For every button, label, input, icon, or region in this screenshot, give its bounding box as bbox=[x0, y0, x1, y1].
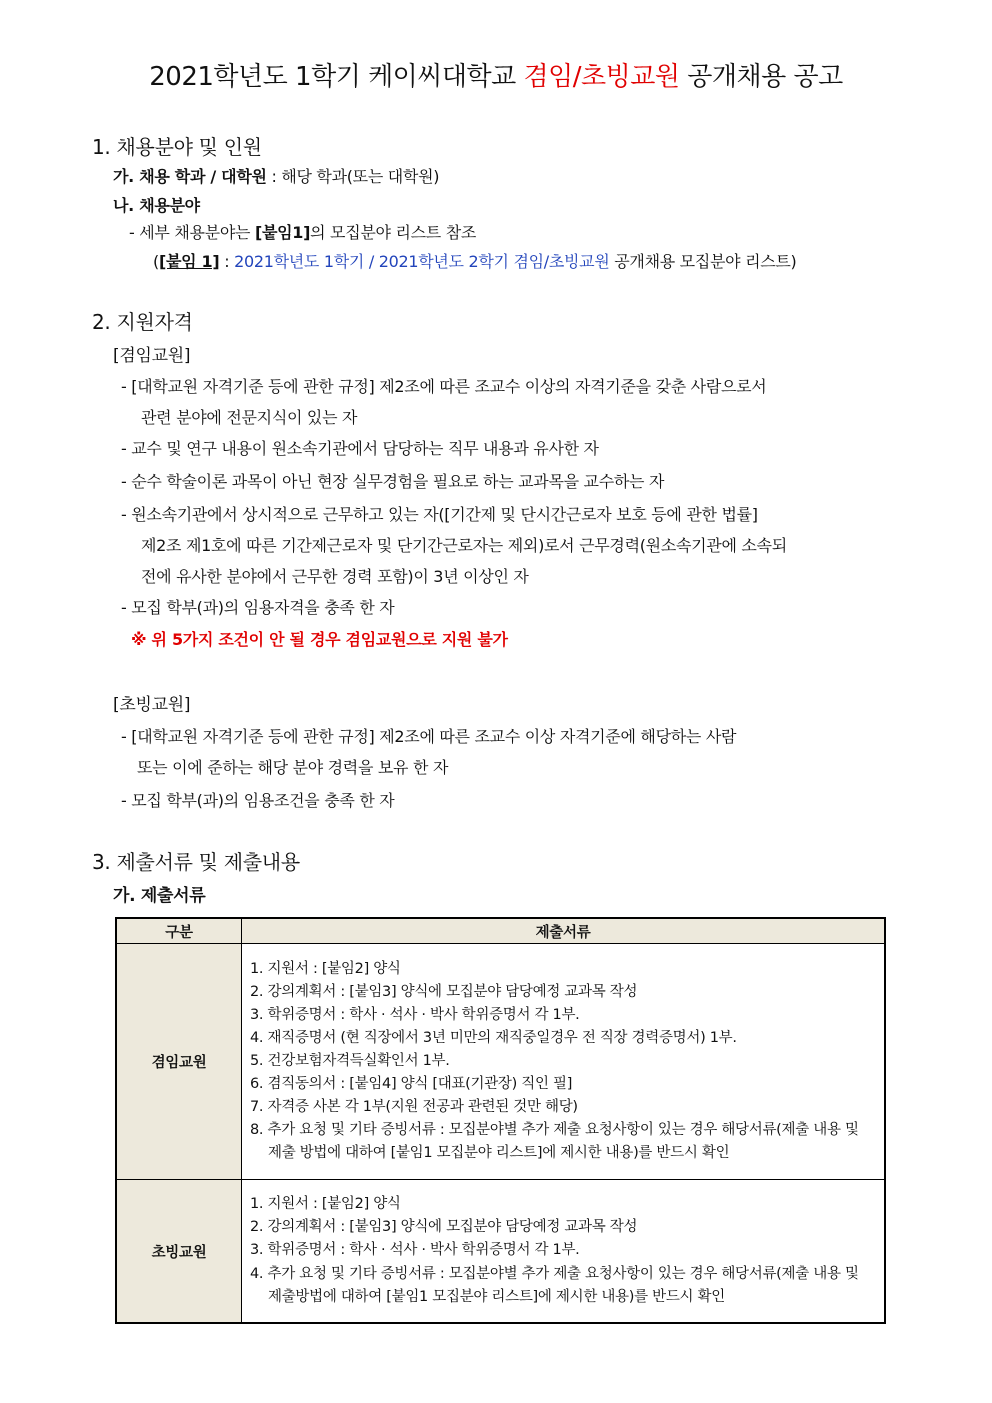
detail-prefix: - 세부 채용분야는 bbox=[129, 223, 255, 242]
attachment-line bbox=[153, 249, 797, 272]
item-a-value: : 해당 학과(또는 대학원) bbox=[266, 167, 440, 186]
adjunct-line: - 순수 학술이론 과목이 아닌 현장 실무경험을 필요로 하는 교과목을 교수하는 자 bbox=[121, 472, 665, 491]
detail-suffix: 의 모집분야 리스트 참조 bbox=[310, 223, 477, 242]
page-title bbox=[0, 56, 992, 93]
attach-open: ( bbox=[153, 252, 159, 271]
invited-heading: [초빙교원] bbox=[113, 695, 191, 715]
section1-item-a bbox=[113, 164, 439, 187]
detail-ref: [붙임1] bbox=[254, 223, 311, 242]
document-item: 3. 학위증명서 : 학사 · 석사 · 박사 학위증명서 각 1부. bbox=[250, 1242, 580, 1259]
title-prefix: 2021학년도 1학기 케이씨대학교 bbox=[149, 62, 524, 92]
attach-rest: 공개채용 모집분야 리스트) bbox=[609, 252, 797, 271]
section1-detail bbox=[129, 220, 476, 243]
adjunct-line: - 모집 학부(과)의 임용자격을 충족 한 자 bbox=[121, 598, 395, 617]
document-item: 1. 지원서 : [붙임2] 양식 bbox=[250, 1196, 401, 1213]
col-documents-header: 제출서류 bbox=[242, 918, 886, 944]
title-suffix: 공개채용 공고 bbox=[679, 62, 843, 92]
invited-line: - 모집 학부(과)의 임용조건을 충족 한 자 bbox=[121, 791, 395, 810]
invited-line: 또는 이에 준하는 해당 분야 경력을 보유 한 자 bbox=[137, 758, 449, 777]
row-category: 초빙교원 bbox=[116, 1180, 242, 1324]
section3-sub-heading: 가. 제출서류 bbox=[113, 886, 206, 906]
row-documents bbox=[242, 944, 886, 1180]
table-row bbox=[116, 1180, 885, 1324]
document-item: 7. 자격증 사본 각 1부(지원 전공과 관련된 것만 해당) bbox=[250, 1099, 578, 1116]
attach-colon: : bbox=[219, 252, 235, 271]
attach-label: [붙임 1] bbox=[158, 252, 220, 271]
adjunct-line: 전에 유사한 분야에서 근무한 경력 포함)이 3년 이상인 자 bbox=[141, 567, 529, 586]
documents-table bbox=[115, 917, 886, 1324]
section3-heading: 3. 제출서류 및 제출내용 bbox=[92, 850, 300, 874]
adjunct-line: - 원소속기관에서 상시적으로 근무하고 있는 자([기간제 및 단시간근로자 보호 등에 관한 법률] bbox=[121, 505, 758, 524]
document-item: 1. 지원서 : [붙임2] 양식 bbox=[250, 960, 401, 977]
adjunct-line: 관련 분야에 전문지식이 있는 자 bbox=[141, 408, 358, 427]
warning-note: ※ 위 5가지 조건이 안 될 경우 겸임교원으로 지원 불가 bbox=[131, 630, 508, 649]
section1-item-b: 나. 채용분야 bbox=[113, 196, 200, 215]
document-item: 2. 강의계획서 : [붙임3] 양식에 모집분야 담당예정 교과목 작성 bbox=[250, 1219, 638, 1236]
document-item: 8. 추가 요청 및 기타 증빙서류 : 모집분야별 추가 제출 요청사항이 있는 경우 해당서류(제출 내용 및 제출 방법에 대하여 [붙임1 모집분야 리스트]에 제시한 내용)를 반드시 확인 bbox=[250, 1122, 859, 1162]
section1-heading: 1. 채용분야 및 인원 bbox=[92, 135, 262, 159]
adjunct-line: - [대학교원 자격기준 등에 관한 규정] 제2조에 따른 조교수 이상의 자격기준을 갖춘 사람으로서 bbox=[121, 377, 767, 396]
attach-blue: 2021학년도 1학기 / 2021학년도 2학기 겸임/초빙교원 bbox=[234, 252, 610, 271]
adjunct-line: - 교수 및 연구 내용이 원소속기관에서 담당하는 직무 내용과 유사한 자 bbox=[121, 439, 599, 458]
col-category-header: 구분 bbox=[116, 918, 242, 944]
document-item: 5. 건강보험자격득실확인서 1부. bbox=[250, 1052, 450, 1069]
adjunct-heading: [겸임교원] bbox=[113, 346, 191, 366]
document-item: 2. 강의계획서 : [붙임3] 양식에 모집분야 담당예정 교과목 작성 bbox=[250, 983, 638, 1000]
section2-heading: 2. 지원자격 bbox=[92, 310, 193, 334]
row-documents bbox=[242, 1180, 886, 1324]
title-highlight: 겸임/초빙교원 bbox=[523, 62, 680, 92]
table-header-row bbox=[116, 918, 885, 944]
document-item: 3. 학위증명서 : 학사 · 석사 · 박사 학위증명서 각 1부. bbox=[250, 1006, 580, 1023]
document-item: 4. 추가 요청 및 기타 증빙서류 : 모집분야별 추가 제출 요청사항이 있는 경우 해당서류(제출 내용 및 제출방법에 대하여 [붙임1 모집분야 리스트]에 제시한 내용)를 반드시 확인 bbox=[250, 1265, 859, 1305]
table-row bbox=[116, 944, 885, 1180]
document-item: 4. 재직증명서 (현 직장에서 3년 미만의 재직중일경우 전 직장 경력증명서) 1부. bbox=[250, 1029, 737, 1046]
document-item: 6. 겸직동의서 : [붙임4] 양식 [대표(기관장) 직인 필] bbox=[250, 1076, 573, 1093]
adjunct-line: 제2조 제1호에 따른 기간제근로자 및 단기간근로자는 제외)로서 근무경력(원소속기관에 소속되 bbox=[141, 536, 787, 555]
invited-line: - [대학교원 자격기준 등에 관한 규정] 제2조에 따른 조교수 이상 자격기준에 해당하는 사람 bbox=[121, 727, 737, 746]
item-a-label: 가. 채용 학과 / 대학원 bbox=[113, 167, 267, 186]
row-category: 겸임교원 bbox=[116, 944, 242, 1180]
